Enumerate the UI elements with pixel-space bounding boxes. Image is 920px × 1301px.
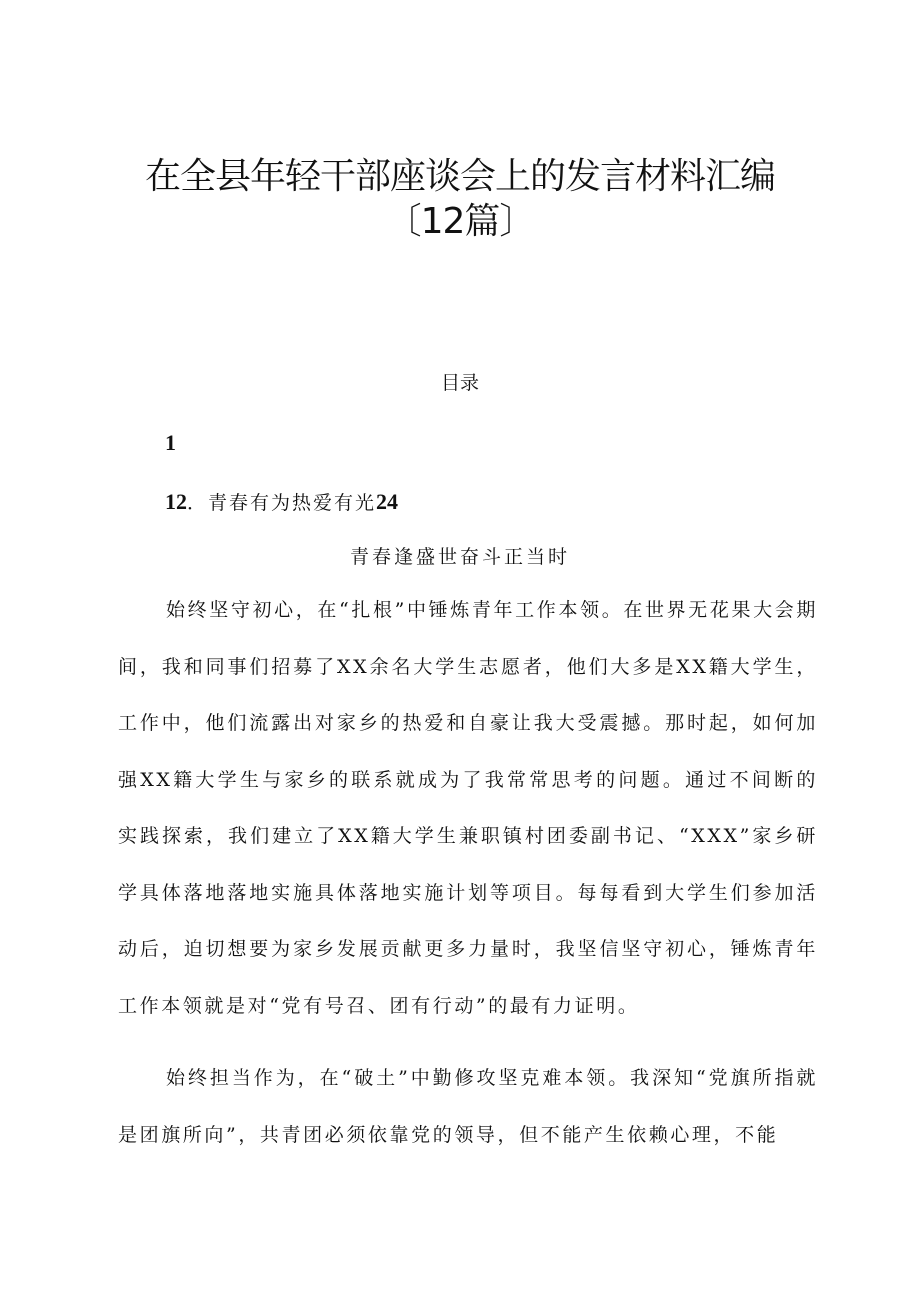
toc-entry-page: 24 xyxy=(376,489,399,514)
body-paragraph-1: 始终坚守初心，在“扎根”中锤炼青年工作本领。在世界无花果大会期间，我和同事们招募了XX余名大学生志愿者，他们大多是XX籍大学生，工作中，他们流露出对家乡的热爱和自豪让我大受震撼。那时起，如何加强XX籍大学生与家乡的联系就成为了我常常思考的问题。通过不间断的实践探索，我们建立了XX籍大学生兼职镇村团委副书记、“XXX”家乡研学具体落地落地实施具体落地实施计划等项目。每每看到大学生们参加活动后，迫切想要为家乡发展贡献更多力量时，我坚信坚守初心，锤炼青年工作本领就是对“党有号召、团有行动”的最有力证明。 xyxy=(118,599,818,1017)
toc-entry-1 xyxy=(165,430,176,456)
toc-entry-number: 12 xyxy=(165,489,187,514)
toc-entry-2 xyxy=(165,489,398,516)
toc-entry-number: 1 xyxy=(165,430,176,455)
toc-heading: 目录 xyxy=(440,372,479,394)
toc-entry-title: ．青春有为热爱有光 xyxy=(187,492,377,514)
section-heading: 青春逢盛世奋斗正当时 xyxy=(349,546,570,568)
document-title-line-2: 〔12篇〕 xyxy=(385,201,535,242)
document-title-line-1: 在全县年轻干部座谈会上的发言材料汇编 xyxy=(144,156,775,197)
body-paragraph-2: 始终担当作为，在“破土”中勤修攻坚克难本领。我深知“党旗所指就是团旗所向”，共青团必须依靠党的领导，但不能产生依赖心理，不能 xyxy=(118,1067,818,1146)
